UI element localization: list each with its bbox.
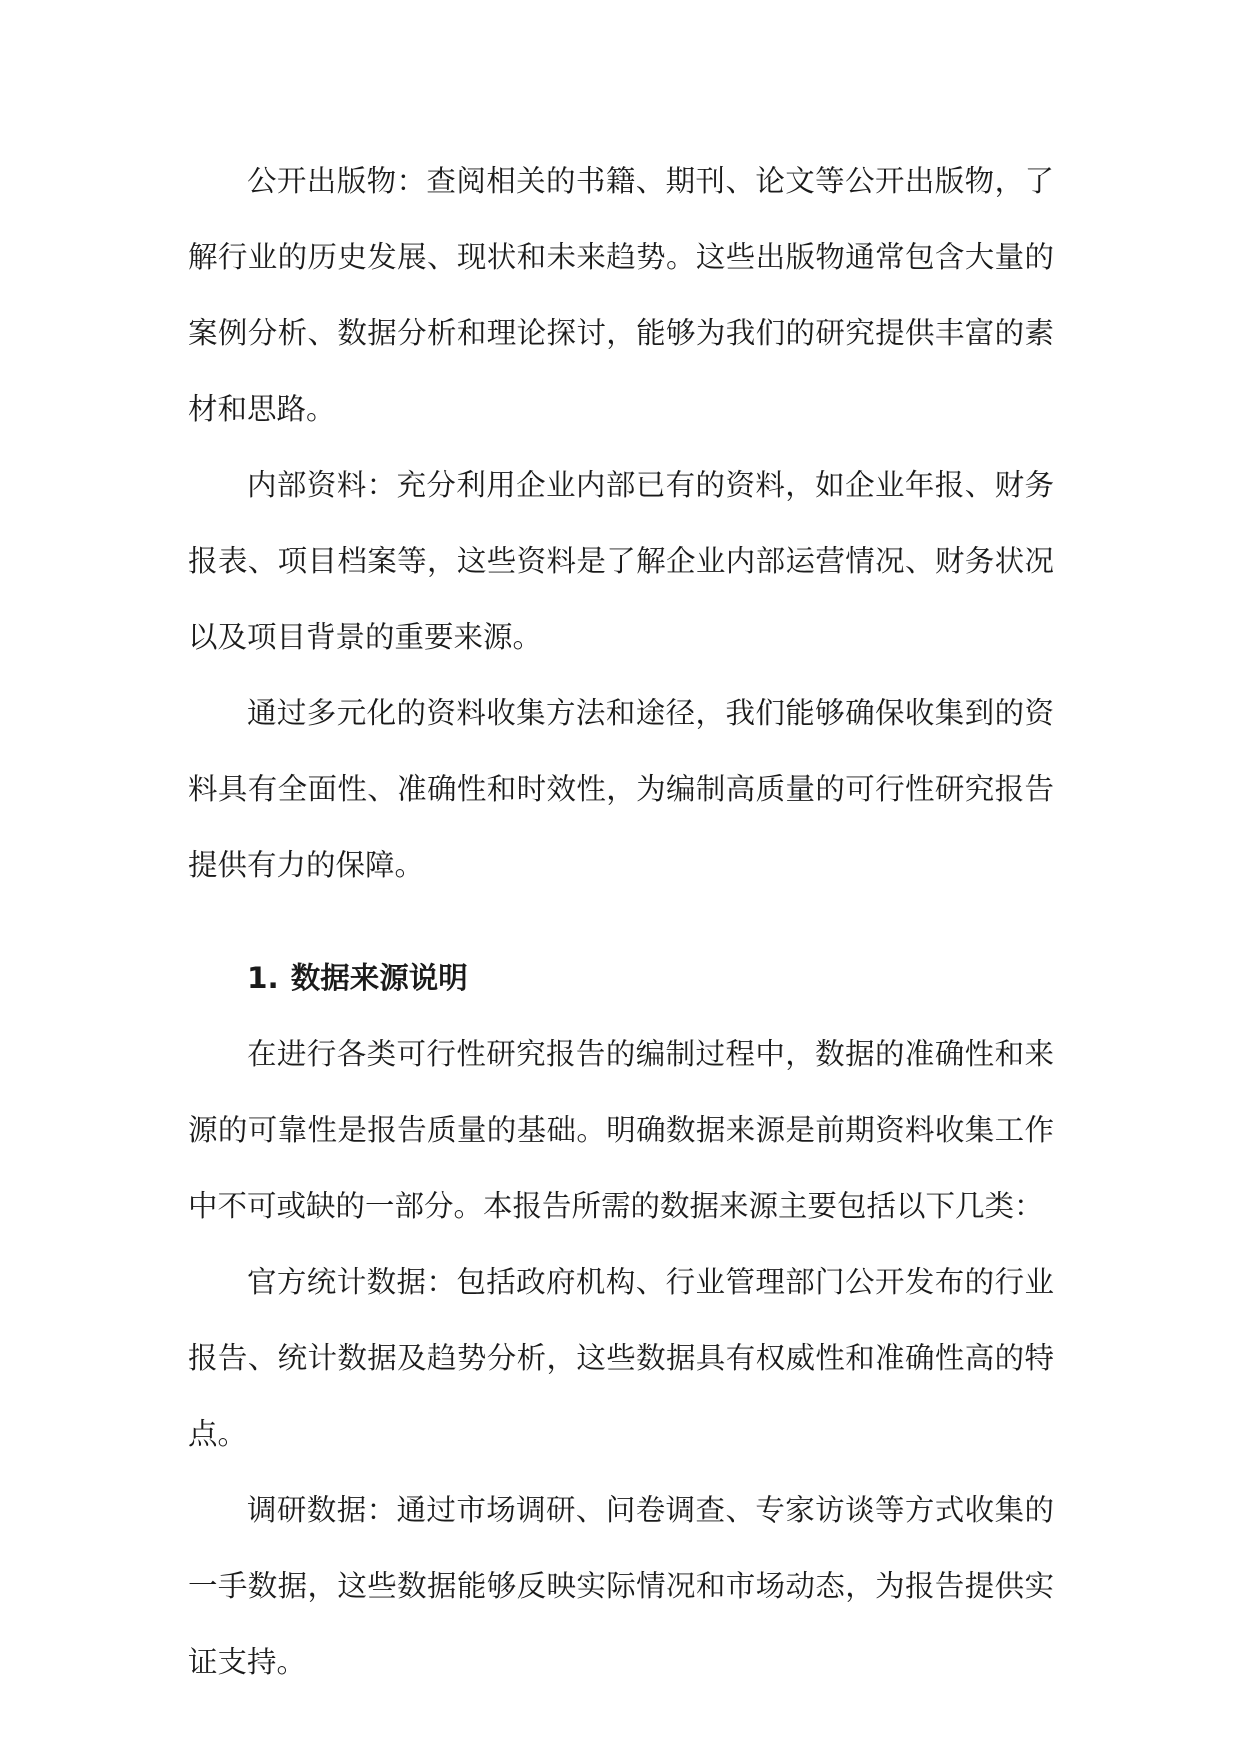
paragraph-survey-data: 调研数据：通过市场调研、问卷调查、专家访谈等方式收集的一手数据，这些数据能够反映实际情况和市场动态，为报告提供实证支持。	[188, 1493, 1054, 1679]
paragraph-public-publications: 公开出版物：查阅相关的书籍、期刊、论文等公开出版物，了解行业的历史发展、现状和未来趋势。这些出版物通常包含大量的案例分析、数据分析和理论探讨，能够为我们的研究提供丰富的素材和思路。	[188, 164, 1054, 426]
paragraph-collection-summary: 通过多元化的资料收集方法和途径，我们能够确保收集到的资料具有全面性、准确性和时效性，为编制高质量的可行性研究报告提供有力的保障。	[188, 696, 1054, 882]
document-body	[188, 143, 1054, 1700]
section-number: 1.	[247, 961, 279, 995]
section-heading	[188, 940, 1054, 1016]
paragraph-internal-materials: 内部资料：充分利用企业内部已有的资料，如企业年报、财务报表、项目档案等，这些资料是了解企业内部运营情况、财务状况以及项目背景的重要来源。	[188, 468, 1054, 654]
paragraph-data-source-intro: 在进行各类可行性研究报告的编制过程中，数据的准确性和来源的可靠性是报告质量的基础。明确数据来源是前期资料收集工作中不可或缺的一部分。本报告所需的数据来源主要包括以下几类：	[188, 1037, 1054, 1223]
section-title: 数据来源说明	[290, 961, 468, 995]
paragraph-official-statistics: 官方统计数据：包括政府机构、行业管理部门公开发布的行业报告、统计数据及趋势分析，这些数据具有权威性和准确性高的特点。	[188, 1265, 1054, 1451]
